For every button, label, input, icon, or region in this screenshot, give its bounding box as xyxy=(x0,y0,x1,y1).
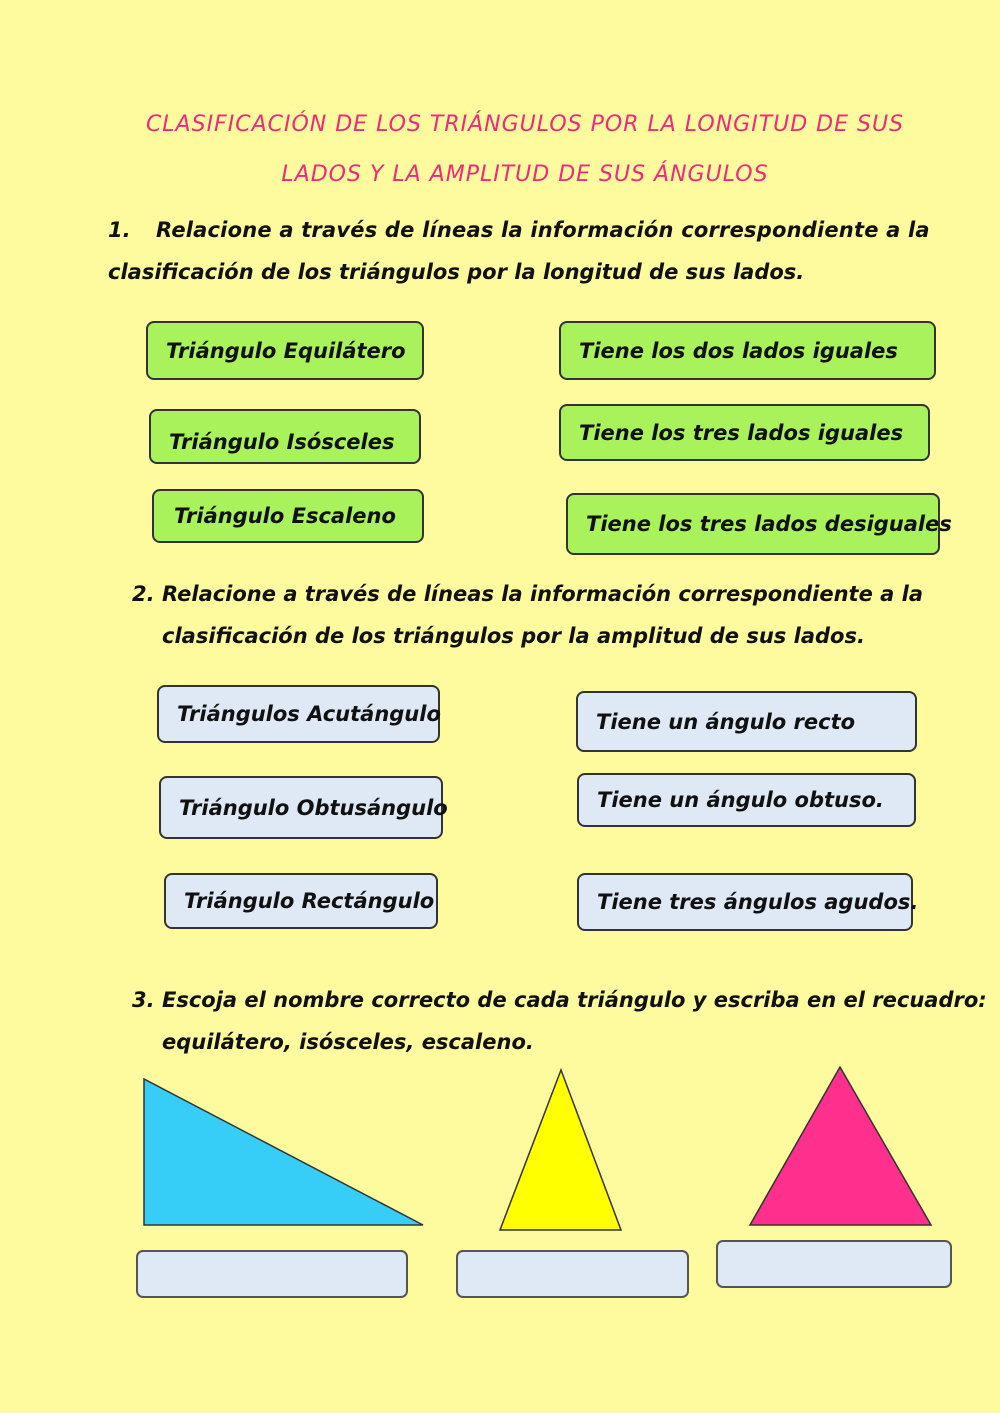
equilateral-triangle xyxy=(750,1067,931,1225)
title-line-2: LADOS Y LA AMPLITUD DE SUS ÁNGULOS xyxy=(281,162,769,187)
match-left-escaleno[interactable]: Triángulo Escaleno xyxy=(152,489,424,543)
match-left-equilatero[interactable]: Triángulo Equilátero xyxy=(146,321,424,380)
isosceles-triangle xyxy=(500,1070,621,1230)
section3-number: 3. xyxy=(132,988,155,1012)
match-right-tres-desiguales[interactable]: Tiene los tres lados desiguales xyxy=(566,493,940,555)
answer-box-right-triangle[interactable] xyxy=(136,1250,408,1298)
section2-instruction-line-2: clasificación de los triángulos por la amplitud de sus lados. xyxy=(162,624,865,648)
right-triangle xyxy=(144,1079,423,1225)
section3-instruction-line-1: Escoja el nombre correcto de cada triángulo y escriba en el recuadro: xyxy=(162,988,987,1012)
section2-instruction-line-1: Relacione a través de líneas la información correspondiente a la xyxy=(162,582,924,606)
title-line-1: CLASIFICACIÓN DE LOS TRIÁNGULOS POR LA LONGITUD DE SUS xyxy=(145,112,905,137)
answer-box-equilateral-triangle[interactable] xyxy=(716,1240,952,1288)
match-right-angulos-agudos[interactable]: Tiene tres ángulos agudos. xyxy=(577,873,913,931)
section2-number: 2. xyxy=(132,582,155,606)
section1-instruction-line-2: clasificación de los triángulos por la longitud de sus lados. xyxy=(108,260,805,284)
section3-instruction-line-2: equilátero, isósceles, escaleno. xyxy=(162,1030,534,1054)
match-left-obtusangulo[interactable]: Triángulo Obtusángulo xyxy=(159,776,443,839)
match-right-angulo-recto[interactable]: Tiene un ángulo recto xyxy=(576,691,917,752)
match-left-isosceles[interactable]: Triángulo Isósceles xyxy=(149,409,421,464)
match-left-acutangulo[interactable]: Triángulos Acutángulo xyxy=(157,685,440,743)
section1-instruction-line-1: Relacione a través de líneas la información correspondiente a la xyxy=(156,218,930,242)
section1-number: 1. xyxy=(108,218,131,242)
match-right-dos-lados[interactable]: Tiene los dos lados iguales xyxy=(559,321,936,380)
match-left-rectangulo[interactable]: Triángulo Rectángulo xyxy=(164,873,438,929)
match-right-tres-iguales[interactable]: Tiene los tres lados iguales xyxy=(559,404,930,461)
answer-box-isosceles-triangle[interactable] xyxy=(456,1250,689,1298)
match-right-angulo-obtuso[interactable]: Tiene un ángulo obtuso. xyxy=(577,773,916,827)
